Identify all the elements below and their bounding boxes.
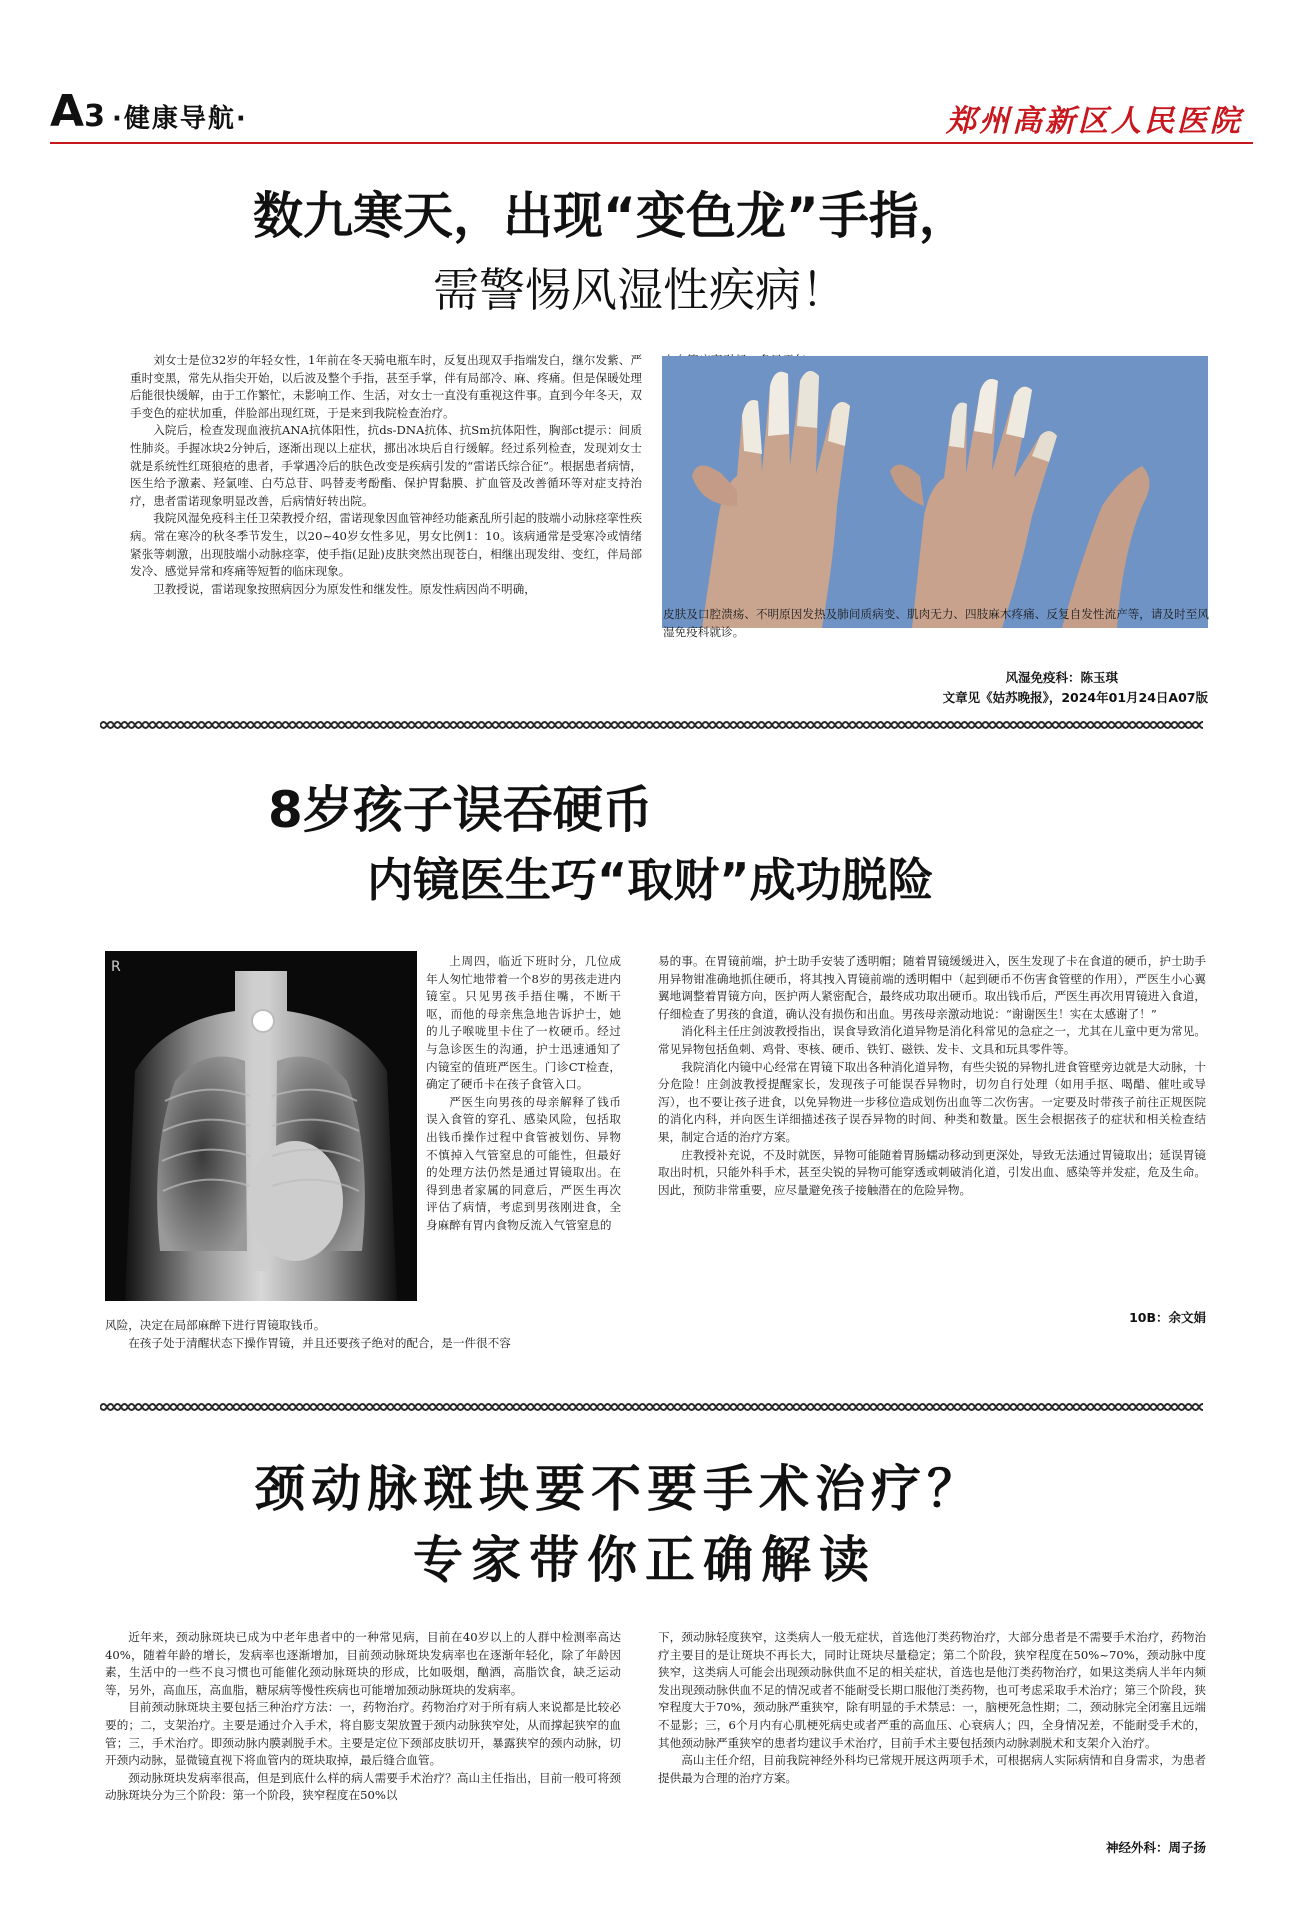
raynaud-hands-photo: [662, 356, 1208, 628]
rope-separator-icon: [100, 1400, 1203, 1414]
article2-left-wide-column: 风险，决定在局部麻醉下进行胃镜取钱币。 在孩子处于清醒状态下操作胃镜，并且还要孩子绝对的配合，是一件很不容: [105, 1318, 511, 1350]
page-number: A3: [50, 86, 105, 137]
article2-title-line2: 内镜医生巧“取财”成功脱险: [367, 853, 934, 907]
article2-title-line1: 8岁孩子误吞硬币: [268, 781, 653, 839]
article1-left-column: 刘女士是位32岁的年轻女性，1年前在冬天骑电瓶车时，反复出现双手指端发白，继尔发紫、严重时变黑，常先从指尖开始，以后波及整个手指，甚至手掌，伴有局部冷、麻、疼痛。但是保暖处理后能很快缓解，由于工作繁忙，未影响工作、生活，对女士一直没有重视这件事。直到今年冬天，双手变色的症状加重，伴脸部出现红斑，于是来到我院检查治疗。 入院后，检查发现血液抗ANA抗体阳性，抗ds-DNA抗体、抗Sm抗体阳性，胸部ct提示：间质性肺炎。手握冰块2分钟后，逐渐出现以上症状，挪出冰块后自行缓解。经过系列检查，发现刘女士就是系统性红斑狼疮的患者，手掌遇冷后的肤色改变是疾病引发的“雷诺氏综合征”。根据患者病情，医生给予激素、羟氯喹、白芍总苷、吗替麦考酚酯、保护胃黏膜、扩血管及改善循环等对症支持治疗，患者雷诺现象明显改善，后病情好转出院。 我院风湿免疫科主任卫荣教授介绍，雷诺现象因血管神经功能紊乱所引起的肢端小动脉痉挛性疾病。常在寒冷的秋冬季节发生，以20~40岁女性多见，男女比例1：10。该病通常是受寒冷或情绪紧张等刺激，出现肢端小动脉痉挛，使手指(足趾)皮肤突然出现苍白，相继出现发绀、变红，伴局部发冷、感觉异常和疼痛等短暂的临床现象。 卫教授说，雷诺现象按照病因分为原发性和继发性。原发性病因尚不明确，: [130, 353, 642, 596]
article3-title-line1: 颈动脉斑块要不要手术治疗？: [255, 1459, 983, 1518]
article1-source: 文章见《姑苏晚报》，2024年01月24日A07版: [942, 690, 1208, 705]
article1-title-line2: 需警惕风湿性疾病！: [433, 263, 847, 317]
article1-author: 风湿免疫科：陈玉琪: [1005, 670, 1118, 685]
header-divider: [50, 142, 1253, 144]
article1-title-line1: 数九寒天，出现“变色龙”手指，: [253, 187, 969, 245]
article3-author: 神经外科：周子扬: [1105, 1840, 1206, 1855]
article3-title-line2: 专家带你正确解读: [413, 1530, 877, 1589]
section-title: ·健康导航·: [112, 104, 248, 134]
xray-marker: R: [111, 959, 121, 975]
article1-right-wide-paragraph: 皮肤及口腔溃疡、不明原因发热及肺间质病变、肌肉无力、四肢麻木疼痛、反复自发性流产等，请及时至风湿免疫科就诊。: [663, 607, 1209, 639]
article2-right-column: 易的事。在胃镜前端，护士助手安装了透明帽；随着胃镜缓缓进入，医生发现了卡在食道的硬币，护士助手用异物钳准确地抓住硬币，将其拽入胃镜前端的透明帽中（起到硬币不伤害食管壁的作用），严医生小心翼翼地调整着胃镜方向，医护两人紧密配合，最终成功取出硬币。取出钱币后，严医生再次用胃镜进入食道，仔细检查了男孩的食道，确认没有损伤和出血。男孩母亲激动地说：“谢谢医生！实在太感谢了！” 消化科主任庄剑波教授指出，误食导致消化道异物是消化科常见的急症之一，尤其在儿童中更为常见。常见异物包括鱼刺、鸡骨、枣核、硬币、铁钉、磁铁、发卡、文具和玩具零件等。 我院消化内镜中心经常在胃镜下取出各种消化道异物，有些尖锐的异物扎进食管壁旁边就是大动脉，十分危险！庄剑波教授提醒家长，发现孩子可能误吞异物时，切勿自行处理（如用手抠、喝醋、催吐或导泻），也不要让孩子进食，以免异物进一步移位造成划伤出血等二次伤害。一定要及时带孩子前往正规医院的消化内科，并向医生详细描述孩子误吞异物的时间、种类和数量。医生会根据孩子的症状和相关检查结果，制定合适的治疗方案。 庄教授补充说，不及时就医，异物可能随着胃肠蠕动移动到更深处，导致无法通过胃镜取出；延误胃镜取出时机，只能外科手术，甚至尖锐的异物可能穿透或刺破消化道，引发出血、感染等并发症，危及生命。因此，预防非常重要，应尽量避免孩子接触潜在的危险异物。: [658, 954, 1206, 1197]
rope-separator-icon: [100, 718, 1203, 732]
chest-xray-image: [105, 951, 417, 1301]
article2-left-narrow-column: 上周四，临近下班时分，几位成年人匆忙地带着一个8岁的男孩走进内镜室。只见男孩手捂住嘴，不断干呕，而他的母亲焦急地告诉护士，她的儿子喉咙里卡住了一枚硬币。经过与急诊医生的沟通，护士迅速通知了内镜室的值班严医生。门诊CT检查，确定了硬币卡在孩子食管入口。 严医生向男孩的母亲解释了钱币误入食管的穿孔、感染风险，包括取出钱币操作过程中食管被划伤、异物不慎掉入气管窒息的可能性，但最好的处理方法仍然是通过胃镜取出。在得到患者家属的同意后，严医生再次评估了病情，考虑到男孩刚进食，全身麻醉有胃内食物反流入气管窒息的: [426, 954, 621, 1232]
article3-left-column: 近年来，颈动脉斑块已成为中老年患者中的一种常见病，目前在40岁以上的人群中检测率高达40%，随着年龄的增长，发病率也逐渐增加，目前颈动脉斑块发病率也在逐渐年轻化，除了年龄因素，生活中的一些不良习惯也可能催化颈动脉斑块的形成，比如吸烟，酗酒，高脂饮食，缺乏运动等，另外，高血压，高血脂，糖尿病等慢性疾病也可能增加颈动脉斑块的发病率。 目前颈动脉斑块主要包括三种治疗方法：一，药物治疗。药物治疗对于所有病人来说都是比较必要的；二，支架治疗。主要是通过介入手术，将自膨支架放置于颈内动脉狭窄处，从而撑起狭窄的血管；三，手术治疗。即颈动脉内膜剥脱手术。主要是定位下颈部皮肤切开，暴露狭窄的颈内动脉，切开颈内动脉，显微镜直视下将血管内的斑块取掉，最后缝合血管。 颈动脉斑块发病率很高，但是到底什么样的病人需要手术治疗？高山主任指出，目前一般可将颈动脉斑块分为三个阶段：第一个阶段，狭窄程度在50%以: [105, 1630, 621, 1803]
article3-right-column: 下，颈动脉轻度狭窄，这类病人一般无症状，首选他汀类药物治疗，大部分患者是不需要手术治疗，药物治疗主要目的是让斑块不再长大，同时让斑块尽量稳定；第二个阶段，狭窄程度在50%~70%，颈动脉中度狭窄，这类病人可能会出现颈动脉供血不足的相关症状，首选也是他汀类药物治疗，如果这类病人半年内频发出现颈动脉供血不足的情况或者不能耐受长期口服他汀类药物，也可考虑采取手术治疗；第三个阶段，狭窄程度大于70%，颈动脉严重狭窄，除有明显的手术禁忌：一，脑梗死急性期；二，颈动脉完全闭塞且远端不显影；三，6个月内有心肌梗死病史或者严重的高血压、心衰病人；四，全身情况差，不能耐受手术的，其他颈动脉严重狭窄的患者均建议手术治疗，目前手术主要包括颈内动脉剥脱术和支架介入治疗。 高山主任介绍，目前我院神经外科均已常规开展这两项手术，可根据病人实际病情和自身需求，为患者提供最为合理的治疗方案。: [658, 1630, 1206, 1785]
masthead-logo: 郑州高新区人民医院: [946, 104, 1243, 139]
article2-author: 10B：余文娟: [1129, 1310, 1206, 1325]
